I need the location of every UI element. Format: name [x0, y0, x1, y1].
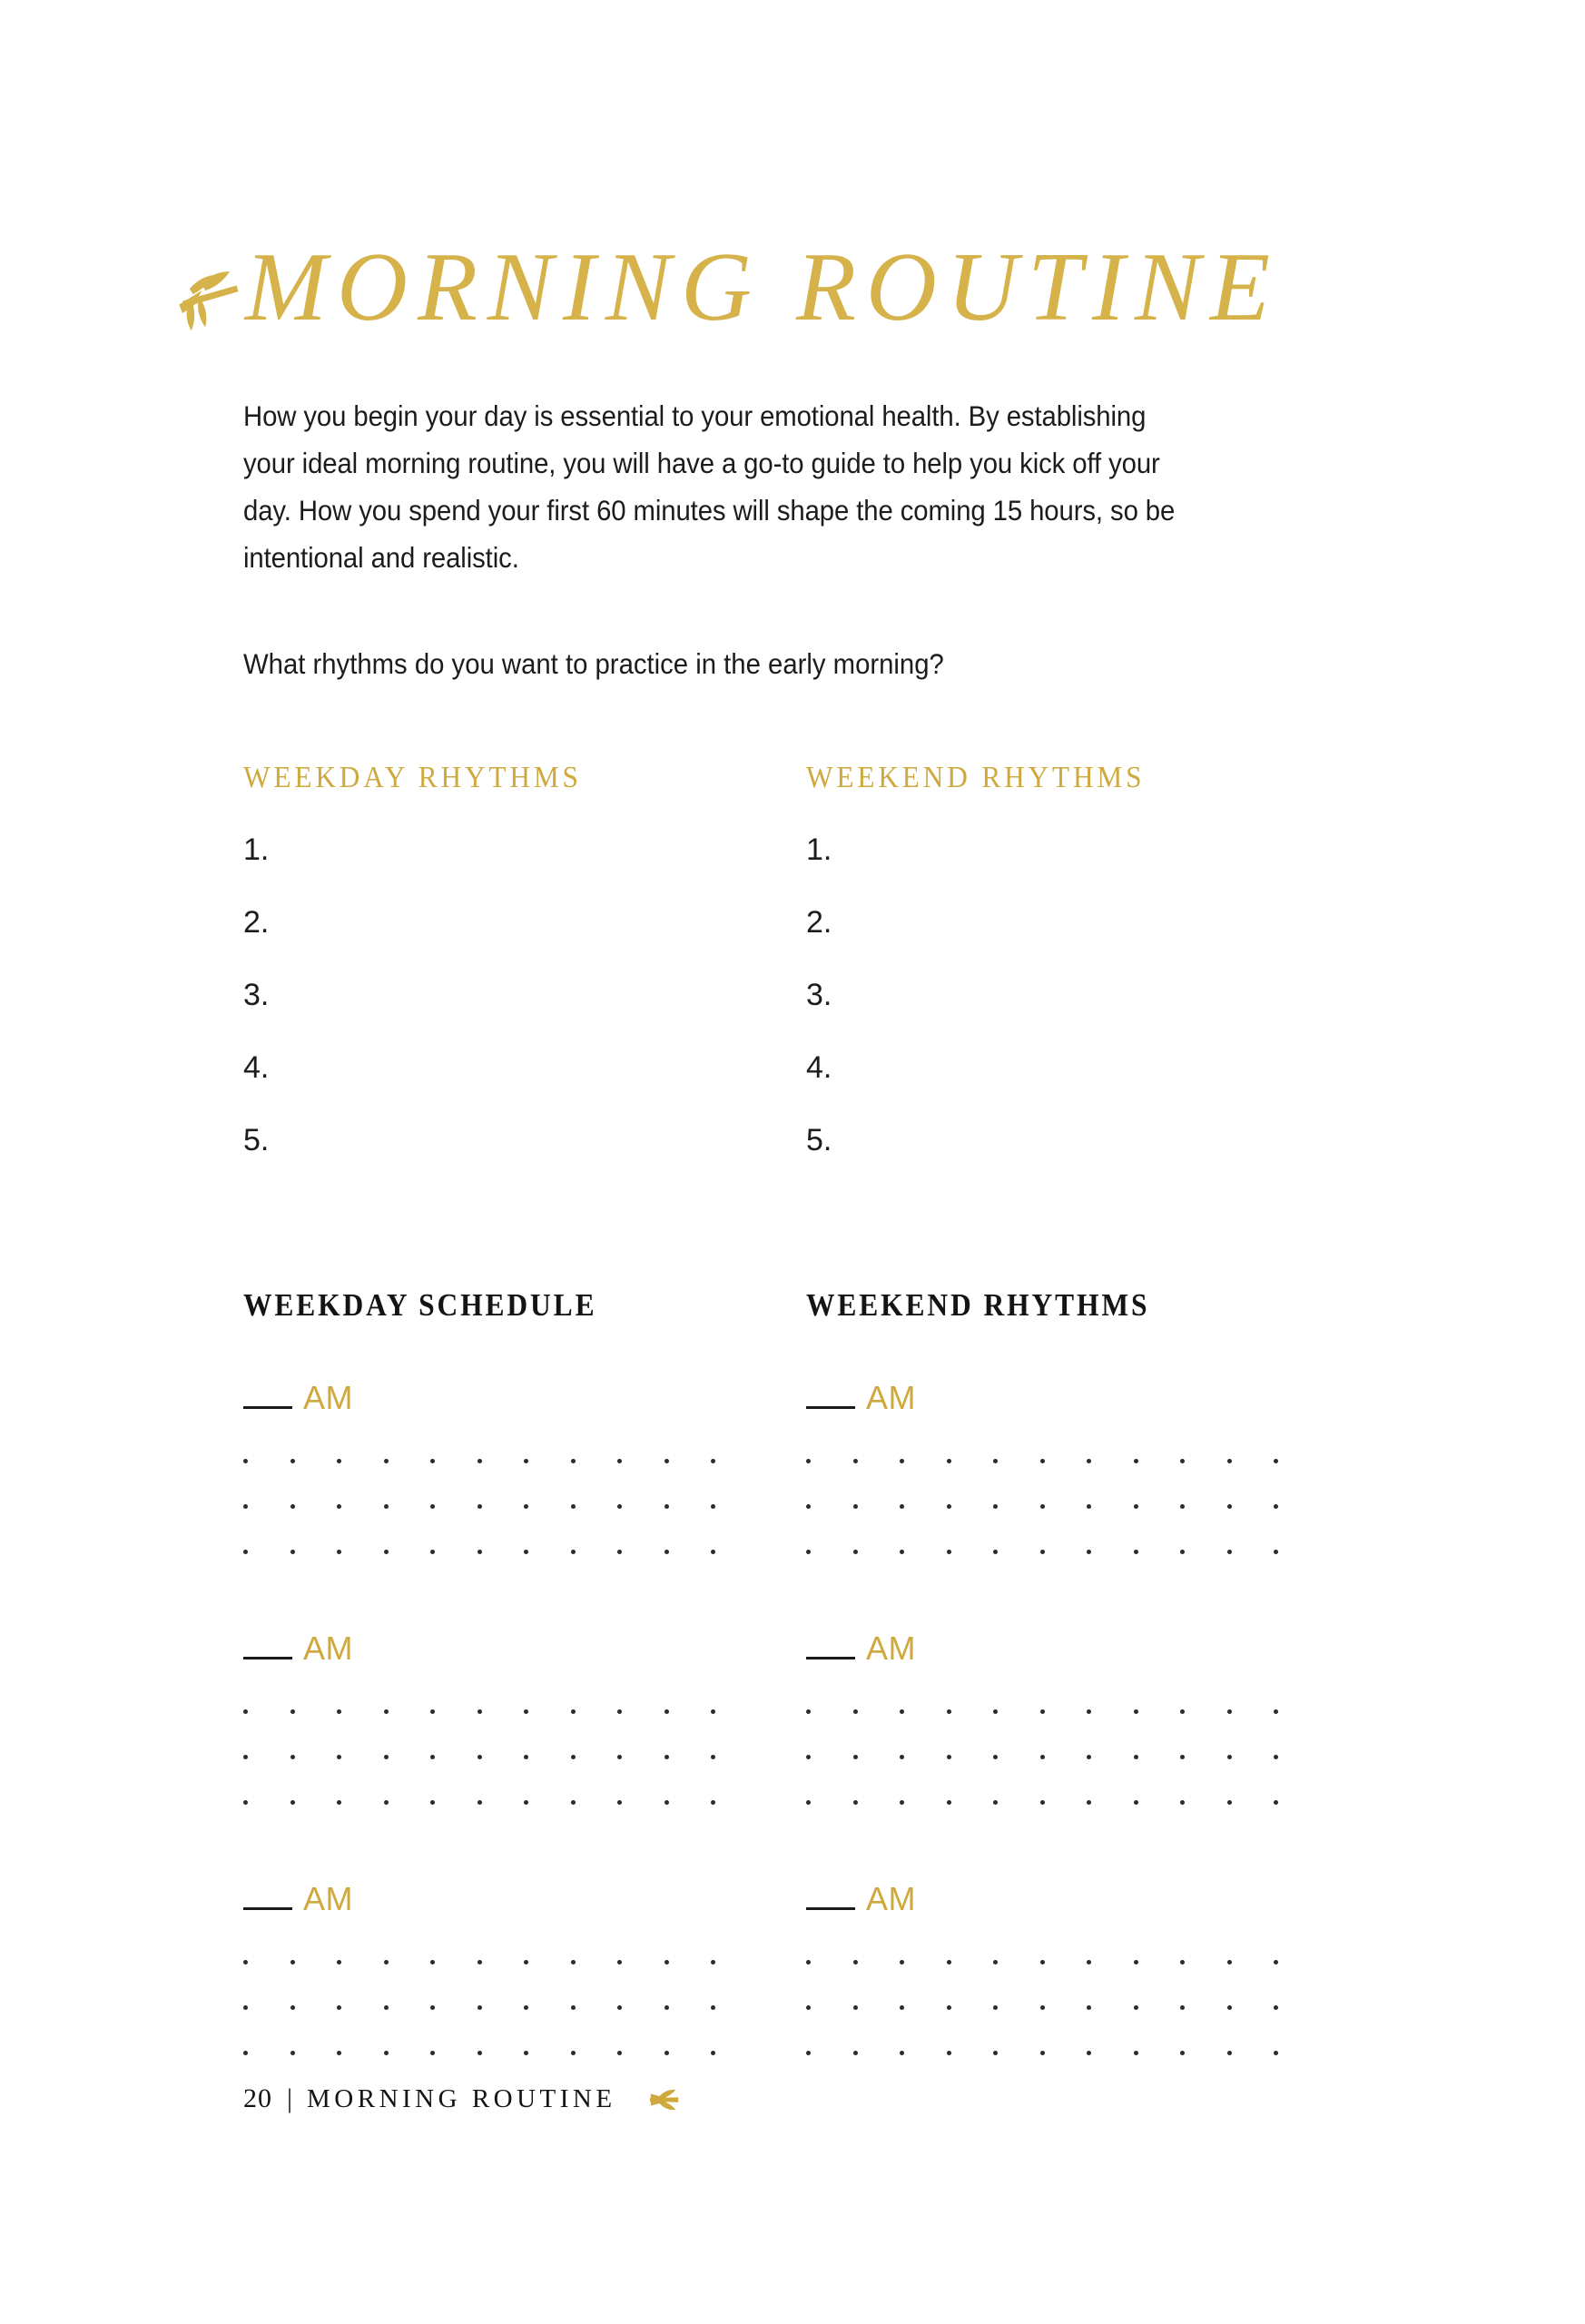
time-entry[interactable]	[806, 1621, 1369, 1665]
grid-dot	[1180, 1504, 1185, 1509]
grid-dot	[665, 1504, 669, 1509]
grid-dot	[384, 1960, 389, 1965]
time-entry[interactable]	[243, 1872, 806, 1915]
grid-dot	[993, 1504, 998, 1509]
grid-dot	[617, 1504, 622, 1509]
grid-dot	[1087, 1709, 1091, 1714]
grid-dot	[477, 1709, 482, 1714]
grid-dot	[1274, 2005, 1278, 2010]
grid-dot	[1274, 1755, 1278, 1759]
grid-dot	[1274, 1960, 1278, 1965]
grid-dot	[806, 2051, 811, 2055]
grid-dot	[1040, 1550, 1045, 1554]
grid-dot	[900, 1960, 904, 1965]
dot-row[interactable]	[806, 1689, 1278, 1734]
grid-dot	[617, 1960, 622, 1965]
grid-dot	[806, 1459, 811, 1463]
grid-dot	[571, 1504, 576, 1509]
grid-dot	[524, 1504, 528, 1509]
grid-dot	[711, 1709, 715, 1714]
grid-dot	[384, 1504, 389, 1509]
grid-dot	[617, 2051, 622, 2055]
dot-row[interactable]	[806, 1734, 1278, 1779]
weekend-rhythms-column	[806, 761, 1369, 1195]
dot-row[interactable]	[243, 1779, 715, 1825]
dot-grid[interactable]	[806, 1939, 1369, 2075]
grid-dot	[947, 1960, 951, 1965]
grid-dot	[571, 1709, 576, 1714]
grid-dot	[665, 1800, 669, 1805]
page-footer	[243, 2079, 680, 2119]
grid-dot	[806, 1960, 811, 1965]
meridiem-label: AM	[303, 1379, 353, 1416]
dot-row[interactable]	[243, 1689, 715, 1734]
grid-dot	[1134, 1550, 1138, 1554]
grid-dot	[1274, 1459, 1278, 1463]
grid-dot	[711, 1800, 715, 1805]
grid-dot	[947, 1550, 951, 1554]
time-blank-input[interactable]	[806, 1657, 855, 1659]
grid-dot	[524, 1459, 528, 1463]
list-item[interactable]: 1.	[806, 832, 832, 867]
grid-dot	[1274, 1800, 1278, 1805]
grid-dot	[430, 1459, 435, 1463]
grid-dot	[524, 1755, 528, 1759]
grid-dot	[571, 1960, 576, 1965]
dot-row[interactable]	[243, 1438, 715, 1483]
grid-dot	[806, 1504, 811, 1509]
grid-dot	[290, 1459, 295, 1463]
grid-dot	[617, 1800, 622, 1805]
grid-dot	[290, 1755, 295, 1759]
grid-dot	[1180, 1960, 1185, 1965]
weekday-rhythms-heading: WEEKDAY RHYTHMS	[243, 761, 582, 794]
grid-dot	[571, 1550, 576, 1554]
grid-dot	[1274, 2051, 1278, 2055]
schedule-slot	[806, 1371, 1369, 1574]
grid-dot	[337, 1960, 341, 1965]
schedule-slot	[243, 1621, 806, 1825]
grid-dot	[947, 1459, 951, 1463]
grid-dot	[384, 1709, 389, 1714]
grid-dot	[290, 1709, 295, 1714]
grid-dot	[665, 1755, 669, 1759]
weekend-schedule-column	[806, 1287, 1369, 2075]
time-blank-input[interactable]	[806, 1406, 855, 1409]
grid-dot	[477, 1459, 482, 1463]
dot-grid[interactable]	[806, 1438, 1369, 1574]
grid-dot	[1040, 2005, 1045, 2010]
grid-dot	[430, 1504, 435, 1509]
list-item[interactable]: 3.	[243, 978, 270, 1012]
grid-dot	[947, 1504, 951, 1509]
dot-row[interactable]	[806, 1939, 1278, 1984]
grid-dot	[1227, 1550, 1232, 1554]
grid-dot	[993, 1755, 998, 1759]
grid-dot	[243, 2005, 248, 2010]
grid-dot	[806, 1800, 811, 1805]
grid-dot	[947, 1709, 951, 1714]
grid-dot	[1274, 1550, 1278, 1554]
list-item[interactable]: 2.	[806, 905, 832, 940]
dot-row[interactable]	[806, 1483, 1278, 1529]
grid-dot	[900, 1755, 904, 1759]
grid-dot	[337, 1755, 341, 1759]
weekday-rhythms-column	[243, 761, 806, 1195]
list-item[interactable]: 4.	[806, 1050, 832, 1085]
grid-dot	[993, 1800, 998, 1805]
grid-dot	[1180, 1800, 1185, 1805]
weekday-rhythms-list	[243, 832, 806, 1195]
grid-dot	[711, 2005, 715, 2010]
grid-dot	[1227, 1709, 1232, 1714]
grid-dot	[524, 2005, 528, 2010]
page-title-row	[163, 229, 1280, 347]
grid-dot	[524, 1709, 528, 1714]
grid-dot	[384, 1800, 389, 1805]
grid-dot	[1227, 1755, 1232, 1759]
schedule-slot	[243, 1371, 806, 1574]
dot-row[interactable]	[806, 1438, 1278, 1483]
grid-dot	[993, 2005, 998, 2010]
page-title: MORNING ROUTINE	[245, 233, 1280, 341]
grid-dot	[571, 1459, 576, 1463]
dot-row[interactable]	[243, 1483, 715, 1529]
time-blank-input[interactable]	[243, 1657, 292, 1659]
grid-dot	[1227, 2005, 1232, 2010]
grid-dot	[1180, 1550, 1185, 1554]
grid-dot	[477, 1960, 482, 1965]
grid-dot	[665, 2005, 669, 2010]
grid-dot	[617, 1755, 622, 1759]
grid-dot	[665, 1550, 669, 1554]
grid-dot	[711, 1459, 715, 1463]
weekend-rhythms-heading: WEEKEND RHYTHMS	[806, 761, 1146, 794]
grid-dot	[853, 1504, 858, 1509]
meridiem-label: AM	[303, 1630, 353, 1667]
grid-dot	[1040, 1800, 1045, 1805]
grid-dot	[1134, 1800, 1138, 1805]
grid-dot	[947, 2051, 951, 2055]
grid-dot	[337, 2051, 341, 2055]
grid-dot	[711, 1755, 715, 1759]
dot-row[interactable]	[806, 1984, 1278, 2030]
grid-dot	[571, 2005, 576, 2010]
grid-dot	[243, 1504, 248, 1509]
grid-dot	[1087, 1550, 1091, 1554]
leaf-branch-left-icon	[638, 2082, 680, 2118]
grid-dot	[1180, 1755, 1185, 1759]
grid-dot	[243, 1550, 248, 1554]
grid-dot	[384, 2051, 389, 2055]
grid-dot	[947, 1755, 951, 1759]
grid-dot	[665, 1960, 669, 1965]
time-blank-input[interactable]	[243, 1406, 292, 1409]
grid-dot	[243, 2051, 248, 2055]
grid-dot	[993, 1709, 998, 1714]
grid-dot	[1274, 1709, 1278, 1714]
grid-dot	[524, 2051, 528, 2055]
grid-dot	[290, 1550, 295, 1554]
grid-dot	[853, 2051, 858, 2055]
grid-dot	[993, 2051, 998, 2055]
grid-dot	[477, 1755, 482, 1759]
grid-dot	[1087, 1800, 1091, 1805]
rhythms-section	[243, 761, 1378, 1195]
weekend-schedule-heading: WEEKEND RHYTHMS	[806, 1287, 1150, 1323]
grid-dot	[430, 2005, 435, 2010]
grid-dot	[430, 1960, 435, 1965]
dot-grid[interactable]	[243, 1939, 806, 2075]
grid-dot	[477, 1504, 482, 1509]
grid-dot	[571, 1800, 576, 1805]
grid-dot	[665, 2051, 669, 2055]
dot-row[interactable]	[243, 1529, 715, 1574]
prompt-question: What rhythms do you want to practice in the early morning?	[243, 647, 944, 680]
grid-dot	[1227, 2051, 1232, 2055]
grid-dot	[290, 1960, 295, 1965]
grid-dot	[1134, 1709, 1138, 1714]
grid-dot	[900, 1709, 904, 1714]
weekday-schedule-heading: WEEKDAY SCHEDULE	[243, 1287, 597, 1323]
grid-dot	[947, 2005, 951, 2010]
time-blank-input[interactable]	[806, 1907, 855, 1910]
dot-row[interactable]	[243, 2030, 715, 2075]
grid-dot	[430, 1550, 435, 1554]
grid-dot	[853, 2005, 858, 2010]
meridiem-label: AM	[866, 1379, 916, 1416]
footer-separator: |	[287, 2083, 293, 2113]
grid-dot	[1227, 1960, 1232, 1965]
grid-dot	[290, 2051, 295, 2055]
grid-dot	[290, 2005, 295, 2010]
time-blank-input[interactable]	[243, 1907, 292, 1910]
grid-dot	[1087, 1755, 1091, 1759]
grid-dot	[1180, 1459, 1185, 1463]
dot-row[interactable]	[806, 1779, 1278, 1825]
dot-grid[interactable]	[243, 1438, 806, 1574]
grid-dot	[1087, 2051, 1091, 2055]
grid-dot	[337, 1459, 341, 1463]
intro-paragraph: How you begin your day is essential to your emotional health. By establishing your ideal morning routine, you will have a go-to guide to help you kick off your day. How you spend your first 60 minutes will shape the coming 15 hours, so be intentional and realistic.	[243, 399, 1176, 574]
grid-dot	[1134, 1755, 1138, 1759]
grid-dot	[571, 2051, 576, 2055]
grid-dot	[853, 1550, 858, 1554]
grid-dot	[1087, 1960, 1091, 1965]
weekend-rhythms-list	[806, 832, 1369, 1195]
grid-dot	[1040, 2051, 1045, 2055]
grid-dot	[1040, 1755, 1045, 1759]
grid-dot	[1180, 2051, 1185, 2055]
grid-dot	[617, 1459, 622, 1463]
grid-dot	[1180, 1709, 1185, 1714]
grid-dot	[806, 1550, 811, 1554]
grid-dot	[617, 2005, 622, 2010]
dot-grid[interactable]	[806, 1689, 1369, 1825]
grid-dot	[665, 1459, 669, 1463]
grid-dot	[900, 1459, 904, 1463]
grid-dot	[1040, 1504, 1045, 1509]
grid-dot	[384, 1459, 389, 1463]
grid-dot	[477, 1800, 482, 1805]
grid-dot	[1134, 2005, 1138, 2010]
grid-dot	[853, 1709, 858, 1714]
grid-dot	[337, 1800, 341, 1805]
schedule-section	[243, 1287, 1378, 2075]
grid-dot	[900, 1550, 904, 1554]
grid-dot	[665, 1709, 669, 1714]
grid-dot	[711, 2051, 715, 2055]
dot-grid[interactable]	[243, 1689, 806, 1825]
grid-dot	[243, 1459, 248, 1463]
grid-dot	[617, 1550, 622, 1554]
grid-dot	[243, 1960, 248, 1965]
grid-dot	[1087, 2005, 1091, 2010]
grid-dot	[430, 2051, 435, 2055]
dot-row[interactable]	[806, 2030, 1278, 2075]
list-item[interactable]: 5.	[243, 1123, 270, 1157]
schedule-slot	[243, 1872, 806, 2075]
grid-dot	[853, 1755, 858, 1759]
grid-dot	[524, 1800, 528, 1805]
time-entry[interactable]	[243, 1621, 806, 1665]
grid-dot	[524, 1960, 528, 1965]
grid-dot	[430, 1755, 435, 1759]
list-item[interactable]: 3.	[806, 978, 832, 1012]
dot-row[interactable]	[243, 1939, 715, 1984]
grid-dot	[711, 1504, 715, 1509]
weekday-schedule-column	[243, 1287, 806, 2075]
grid-dot	[1040, 1459, 1045, 1463]
schedule-slot	[806, 1872, 1369, 2075]
grid-dot	[384, 1755, 389, 1759]
list-item[interactable]: 2.	[243, 905, 270, 940]
grid-dot	[711, 1960, 715, 1965]
time-entry[interactable]	[806, 1872, 1369, 1915]
grid-dot	[1227, 1504, 1232, 1509]
grid-dot	[1227, 1800, 1232, 1805]
grid-dot	[806, 1755, 811, 1759]
grid-dot	[337, 1550, 341, 1554]
grid-dot	[1134, 1504, 1138, 1509]
grid-dot	[853, 1960, 858, 1965]
grid-dot	[853, 1800, 858, 1805]
grid-dot	[900, 2051, 904, 2055]
grid-dot	[806, 2005, 811, 2010]
footer-section-title: MORNING ROUTINE	[307, 2083, 616, 2113]
meridiem-label: AM	[866, 1880, 916, 1917]
grid-dot	[1134, 1960, 1138, 1965]
grid-dot	[1087, 1459, 1091, 1463]
grid-dot	[853, 1459, 858, 1463]
schedule-slot	[806, 1621, 1369, 1825]
grid-dot	[290, 1504, 295, 1509]
grid-dot	[243, 1800, 248, 1805]
grid-dot	[337, 1709, 341, 1714]
grid-dot	[1180, 2005, 1185, 2010]
grid-dot	[1040, 1709, 1045, 1714]
grid-dot	[806, 1709, 811, 1714]
grid-dot	[1274, 1504, 1278, 1509]
dot-row[interactable]	[243, 1984, 715, 2030]
grid-dot	[243, 1709, 248, 1714]
grid-dot	[384, 1550, 389, 1554]
grid-dot	[430, 1800, 435, 1805]
grid-dot	[477, 1550, 482, 1554]
time-entry[interactable]	[806, 1371, 1369, 1414]
grid-dot	[290, 1800, 295, 1805]
grid-dot	[1134, 1459, 1138, 1463]
grid-dot	[993, 1550, 998, 1554]
page-number: 20	[243, 2083, 272, 2113]
grid-dot	[337, 1504, 341, 1509]
list-item[interactable]: 1.	[243, 832, 270, 867]
dot-row[interactable]	[243, 1734, 715, 1779]
dot-row[interactable]	[806, 1529, 1278, 1574]
time-entry[interactable]	[243, 1371, 806, 1414]
grid-dot	[430, 1709, 435, 1714]
grid-dot	[1087, 1504, 1091, 1509]
meridiem-label: AM	[866, 1630, 916, 1667]
grid-dot	[1134, 2051, 1138, 2055]
grid-dot	[900, 1504, 904, 1509]
list-item[interactable]: 4.	[243, 1050, 270, 1085]
grid-dot	[947, 1800, 951, 1805]
meridiem-label: AM	[303, 1880, 353, 1917]
grid-dot	[477, 2051, 482, 2055]
grid-dot	[900, 1800, 904, 1805]
grid-dot	[1227, 1459, 1232, 1463]
grid-dot	[337, 2005, 341, 2010]
grid-dot	[1040, 1960, 1045, 1965]
grid-dot	[524, 1550, 528, 1554]
grid-dot	[993, 1459, 998, 1463]
list-item[interactable]: 5.	[806, 1123, 832, 1157]
grid-dot	[477, 2005, 482, 2010]
grid-dot	[711, 1550, 715, 1554]
grid-dot	[993, 1960, 998, 1965]
grid-dot	[617, 1709, 622, 1714]
grid-dot	[900, 2005, 904, 2010]
leaf-branch-right-icon	[163, 251, 251, 338]
grid-dot	[243, 1755, 248, 1759]
grid-dot	[384, 2005, 389, 2010]
grid-dot	[571, 1755, 576, 1759]
